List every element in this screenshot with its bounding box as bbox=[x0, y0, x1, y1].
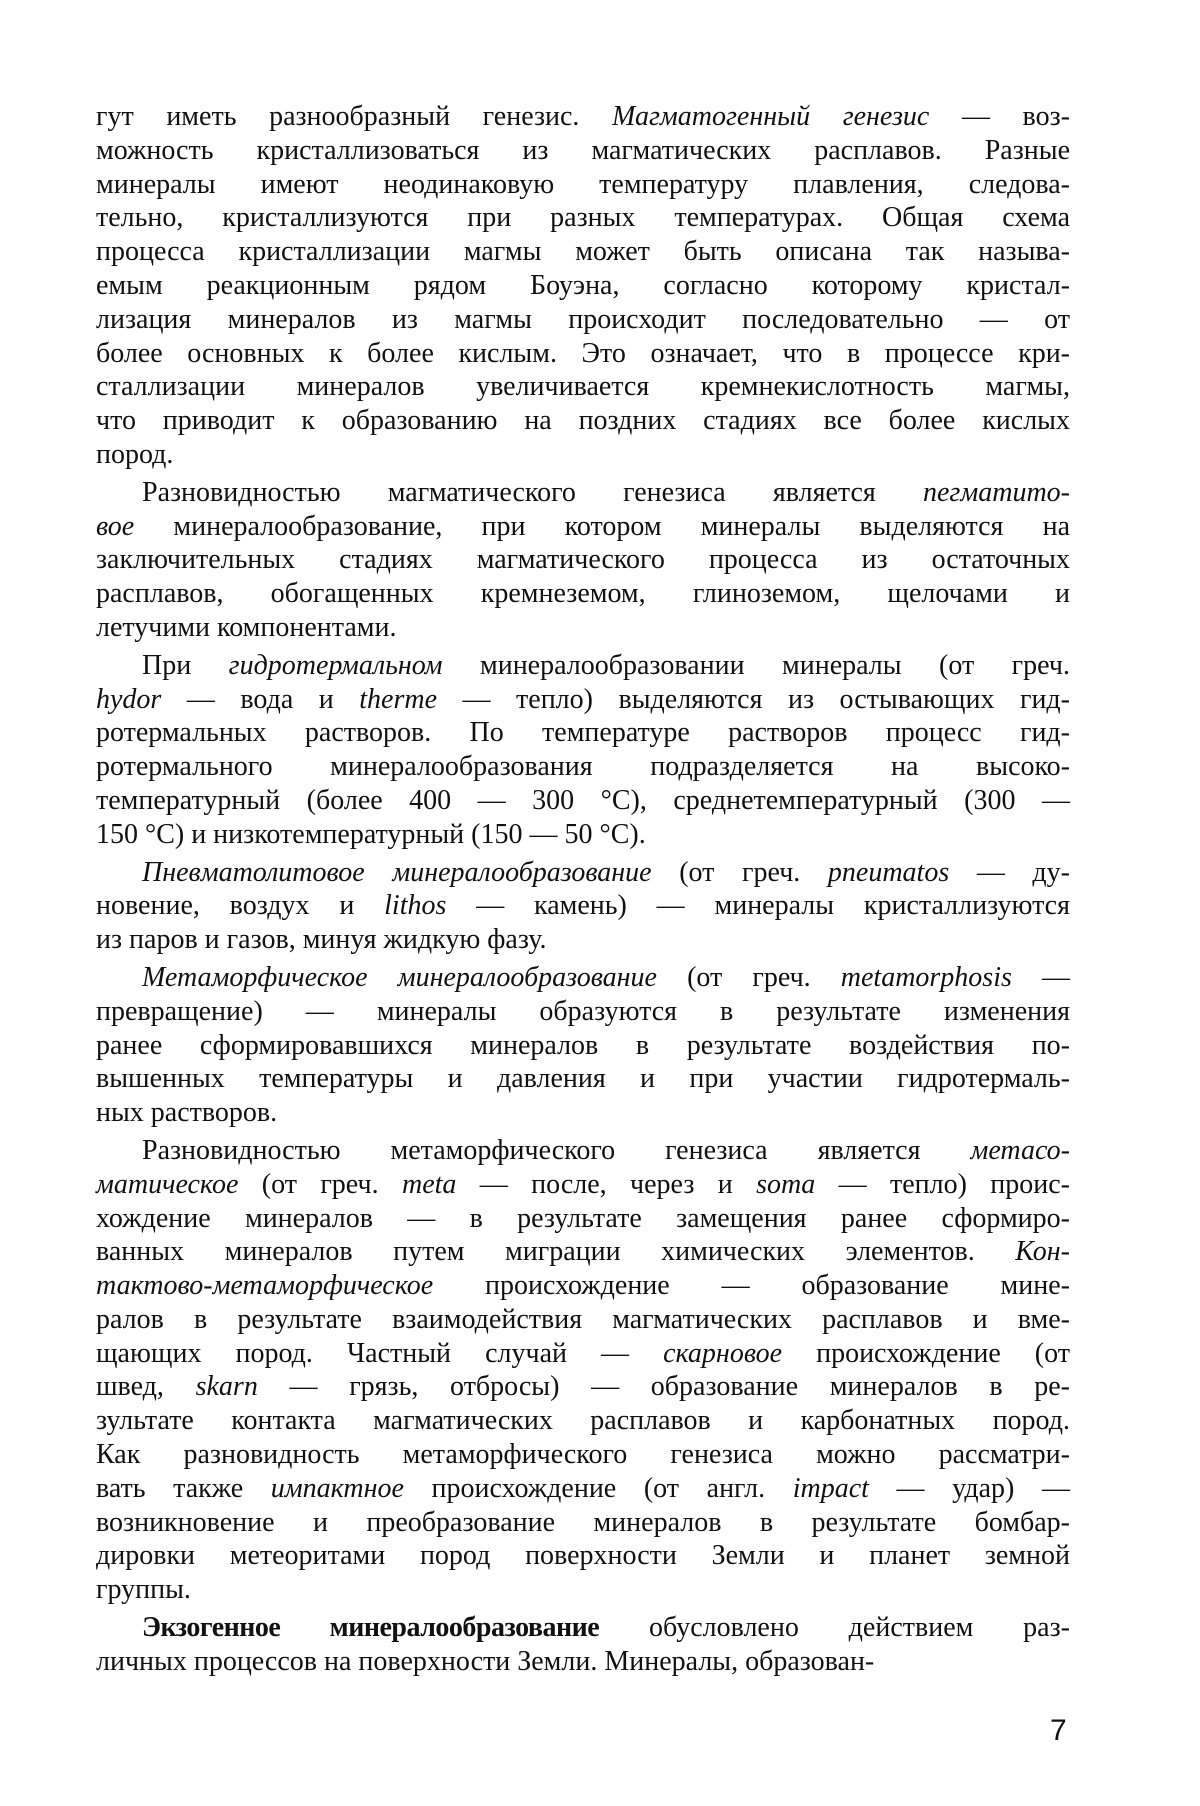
text-run: Разновидностью магматического генезиса является bbox=[142, 477, 923, 508]
text-run: швед, bbox=[96, 1371, 196, 1402]
paragraph bbox=[96, 476, 1070, 645]
text-line bbox=[96, 923, 1070, 957]
paragraph bbox=[96, 1611, 1070, 1679]
text-run: можность кристаллизоваться из магматических расплавов. Разные bbox=[96, 135, 1070, 166]
text-line bbox=[96, 1539, 1070, 1573]
text-run: происхождение — образование мине- bbox=[433, 1270, 1070, 1301]
text-line bbox=[96, 889, 1070, 923]
text-run: тельно, кристаллизуются при разных температурах. Общая схема bbox=[96, 202, 1070, 233]
text-line bbox=[96, 818, 1070, 852]
italic-term: hydor bbox=[96, 684, 161, 715]
text-line bbox=[96, 1202, 1070, 1236]
text-run: дировки метеоритами пород поверхности Земли и планет земной bbox=[96, 1540, 1070, 1571]
text-line bbox=[96, 1062, 1070, 1096]
text-line bbox=[96, 100, 1070, 134]
text-run: температурный (более 400 — 300 °С), среднетемпературный (300 — bbox=[96, 785, 1070, 816]
text-run: процесса кристаллизации магмы может быть описана так называ- bbox=[96, 236, 1070, 267]
text-run: — тепло) проис- bbox=[815, 1169, 1070, 1200]
text-run: — грязь, отбросы) — образование минералов в ре- bbox=[258, 1371, 1070, 1402]
text-line bbox=[96, 1438, 1070, 1472]
paragraph bbox=[96, 856, 1070, 957]
text-run: из паров и газов, минуя жидкую фазу. bbox=[96, 924, 547, 955]
italic-term: метасо- bbox=[970, 1135, 1070, 1166]
text-line bbox=[96, 337, 1070, 371]
text-line bbox=[96, 134, 1070, 168]
paragraph bbox=[96, 649, 1070, 852]
text-run: гут иметь разнообразный генезис. bbox=[96, 101, 612, 132]
text-run: что приводит к образованию на поздних стадиях все более кислых bbox=[96, 405, 1070, 436]
paragraph bbox=[96, 1134, 1070, 1607]
text-line bbox=[96, 438, 1070, 472]
text-line bbox=[96, 201, 1070, 235]
text-line bbox=[96, 1370, 1070, 1404]
text-line bbox=[96, 1029, 1070, 1063]
text-line bbox=[96, 1235, 1070, 1269]
document-body bbox=[96, 100, 1070, 1683]
italic-term: skarn bbox=[196, 1371, 258, 1402]
text-run: — тепло) выделяются из остывающих гид- bbox=[437, 684, 1070, 715]
text-line bbox=[96, 1096, 1070, 1130]
italic-term: вое bbox=[96, 511, 134, 542]
text-run: ных растворов. bbox=[96, 1097, 277, 1128]
italic-term: тактово-метаморфическое bbox=[96, 1270, 433, 1301]
text-line bbox=[96, 995, 1070, 1029]
text-run: щающих пород. Частный случай — bbox=[96, 1338, 663, 1369]
text-line bbox=[96, 750, 1070, 784]
text-line bbox=[96, 235, 1070, 269]
text-line bbox=[96, 269, 1070, 303]
text-line bbox=[96, 1573, 1070, 1607]
text-run: расплавов, обогащенных кремнеземом, глиноземом, щелочами и bbox=[96, 578, 1070, 609]
text-run: (от греч. bbox=[657, 962, 841, 993]
text-run: ротермального минералообразования подразделяется на высоко- bbox=[96, 751, 1070, 782]
text-run: вышенных температуры и давления и при участии гидротермаль- bbox=[96, 1063, 1070, 1094]
text-line bbox=[96, 1269, 1070, 1303]
text-run: новение, воздух и bbox=[96, 890, 384, 921]
paragraph bbox=[96, 100, 1070, 472]
text-run: — вода и bbox=[161, 684, 359, 715]
text-line bbox=[96, 476, 1070, 510]
italic-term: pneumatos bbox=[828, 857, 949, 888]
page-number: 7 bbox=[1050, 1714, 1067, 1748]
text-run: (от греч. bbox=[652, 857, 828, 888]
text-line bbox=[96, 1303, 1070, 1337]
text-run: — bbox=[1012, 962, 1070, 993]
text-line bbox=[96, 961, 1070, 995]
text-run: (от греч. bbox=[238, 1169, 402, 1200]
text-line bbox=[96, 404, 1070, 438]
italic-term: скарновое bbox=[663, 1338, 782, 1369]
text-line bbox=[96, 1611, 1070, 1645]
italic-term: Пневматолитовое минералообразование bbox=[142, 857, 652, 888]
text-run: обусловлено действием раз- bbox=[599, 1612, 1070, 1643]
text-line bbox=[96, 784, 1070, 818]
italic-term: матическое bbox=[96, 1169, 238, 1200]
text-run: группы. bbox=[96, 1574, 191, 1605]
text-run: заключительных стадиях магматического процесса из остаточных bbox=[96, 544, 1070, 575]
text-run: вать также bbox=[96, 1473, 271, 1504]
italic-term: пегматито- bbox=[923, 477, 1070, 508]
paragraph bbox=[96, 961, 1070, 1130]
text-run: ванных минералов путем миграции химических элементов. bbox=[96, 1236, 1015, 1267]
text-run: ралов в результате взаимодействия магматических расплавов и вме- bbox=[96, 1304, 1070, 1335]
text-line bbox=[96, 303, 1070, 337]
italic-term: Метаморфическое минералообразование bbox=[142, 962, 657, 993]
italic-term: импактное bbox=[271, 1473, 404, 1504]
text-line bbox=[96, 1506, 1070, 1540]
text-run: 150 °С) и низкотемпературный (150 — 50 °С). bbox=[96, 819, 646, 850]
text-run: личных процессов на поверхности Земли. Минералы, образован- bbox=[96, 1646, 874, 1677]
text-run: пород. bbox=[96, 439, 173, 470]
text-run: емым реакционным рядом Боуэна, согласно которому кристал- bbox=[96, 270, 1070, 301]
text-line bbox=[96, 611, 1070, 645]
text-run: летучими компонентами. bbox=[96, 612, 397, 643]
text-run: Как разновидность метаморфического генезиса можно рассматри- bbox=[96, 1439, 1070, 1470]
text-run: лизация минералов из магмы происходит последовательно — от bbox=[96, 304, 1070, 335]
text-run: — после, через и bbox=[456, 1169, 756, 1200]
text-line bbox=[96, 1472, 1070, 1506]
text-line bbox=[96, 1645, 1070, 1679]
text-run: ротермальных растворов. По температуре растворов процесс гид- bbox=[96, 717, 1070, 748]
text-run: минералообразование, при котором минералы выделяются на bbox=[134, 511, 1070, 542]
text-line bbox=[96, 543, 1070, 577]
text-run: При bbox=[142, 650, 229, 681]
text-line bbox=[96, 683, 1070, 717]
bold-term: Экзогенное минералообразование bbox=[142, 1612, 599, 1643]
italic-term: Магматогенный генезис bbox=[612, 101, 929, 132]
text-line bbox=[96, 716, 1070, 750]
text-run: — воз- bbox=[929, 101, 1070, 132]
italic-term: therme bbox=[359, 684, 437, 715]
italic-term: meta bbox=[402, 1169, 456, 1200]
text-line bbox=[96, 1337, 1070, 1371]
text-run: возникновение и преобразование минералов в результате бомбар- bbox=[96, 1507, 1070, 1538]
text-line bbox=[96, 370, 1070, 404]
text-line bbox=[96, 856, 1070, 890]
text-run: минералы имеют неодинаковую температуру плавления, следова- bbox=[96, 169, 1070, 200]
text-run: происхождение (от bbox=[782, 1338, 1070, 1369]
text-run: зультате контакта магматических расплавов и карбонатных пород. bbox=[96, 1405, 1070, 1436]
italic-term: гидротермальном bbox=[229, 650, 443, 681]
italic-term: lithos bbox=[384, 890, 446, 921]
text-run: Разновидностью метаморфического генезиса является bbox=[142, 1135, 970, 1166]
text-run: ранее сформировавшихся минералов в результате воздействия по- bbox=[96, 1030, 1070, 1061]
text-run: превращение) — минералы образуются в результате изменения bbox=[96, 996, 1070, 1027]
text-line bbox=[96, 649, 1070, 683]
text-line bbox=[96, 168, 1070, 202]
text-line bbox=[96, 510, 1070, 544]
text-line bbox=[96, 1134, 1070, 1168]
text-run: — камень) — минералы кристаллизуются bbox=[446, 890, 1070, 921]
text-run: сталлизации минералов увеличивается кремнекислотность магмы, bbox=[96, 371, 1070, 402]
italic-term: metamorphosis bbox=[841, 962, 1012, 993]
text-run: — удар) — bbox=[869, 1473, 1070, 1504]
text-line bbox=[96, 577, 1070, 611]
text-run: минералообразовании минералы (от греч. bbox=[443, 650, 1070, 681]
text-line bbox=[96, 1404, 1070, 1438]
italic-term: soma bbox=[756, 1169, 815, 1200]
text-run: — ду- bbox=[949, 857, 1070, 888]
text-run: более основных к более кислым. Это означает, что в процессе кри- bbox=[96, 338, 1070, 369]
text-line bbox=[96, 1168, 1070, 1202]
text-run: происхождение (от англ. bbox=[404, 1473, 793, 1504]
text-run: хождение минералов — в результате замещения ранее сформиро- bbox=[96, 1203, 1070, 1234]
italic-term: Кон- bbox=[1015, 1236, 1070, 1267]
italic-term: impact bbox=[793, 1473, 869, 1504]
